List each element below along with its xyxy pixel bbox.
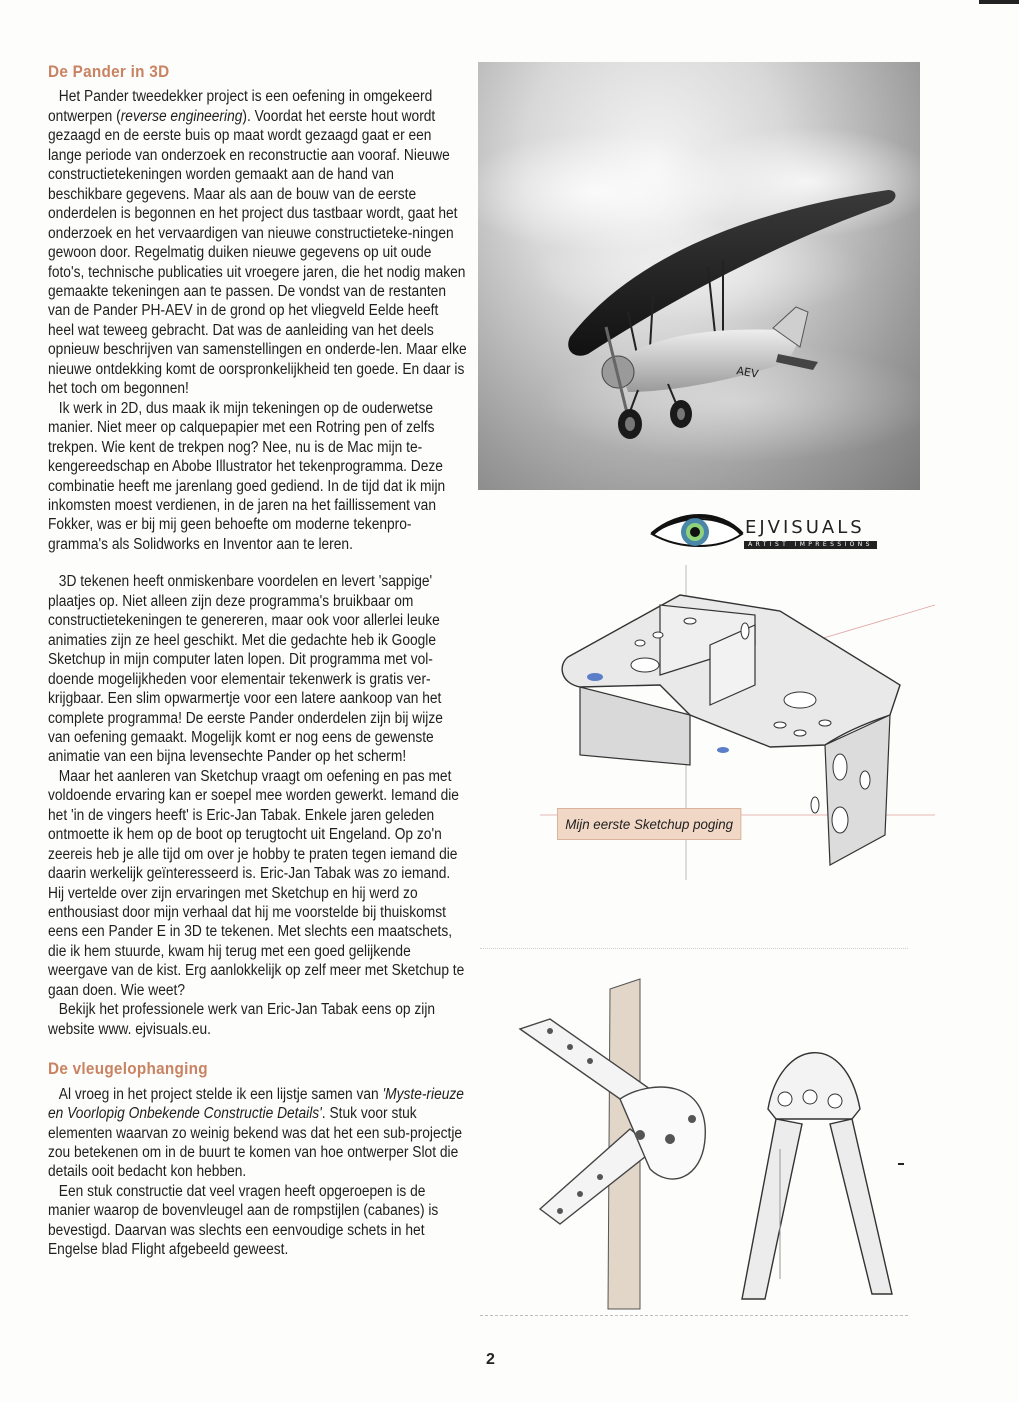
paragraph-6 [48,1085,467,1182]
paragraph-1-part-b: ). Voordat het eerste hout wordt gezaagd en de eerste buis op maat wordt gezaagd gaat er een lange periode van onderzoek en reconstructie aan vooraf. Nieuwe constructietekeningen worden gemaakt aan de hand van beschikbare gegevens. Maar als aan de bouw van de eerste onderdelen is begonnen en het project dus tastbaar wordt, gaat het onderzoek en het vervaardigen van nieuwe constructieteke-ningen gewoon door. Regelmatig duiken nieuwe gegevens op uit oude foto's, technische publicaties uit vroegere jaren, die het nodig maken gemaakte tekeningen aan te passen. De vondst van de restanten van de Pander PH-AEV in de grond op het vliegveld Eelde heeft heel wat teweeg gebracht. Dat was de aanleiding van het deels opnieuw beschrijven van samenstellingen en onderde-len. Maar elke nieuwe ontdekking komt de oorspronkelijkheid ten goede. En daar is het toch om begonnen! [48,107,467,398]
paragraph-7: Een stuk constructie dat veel vragen heeft opgeroepen is de manier waarop de bovenvleugel aan de rompstijlen (cabanes) is bevestigd. Daarvan was slechts een eenvoudige schets in het Engelse blad Flight afgebeeld geweest. [48,1182,439,1259]
paragraph-1-part-a: Het Pander tweedekker project is een oefening in omgekeerd ontwerpen ( [48,88,433,125]
registration-label: AEV [735,364,760,381]
paragraph-5: Bekijk het professionele werk van Eric-Jan Tabak eens op zijn website www. ejvisuals.eu. [48,1001,436,1038]
biplane-illustration [478,62,920,490]
ejvisuals-tagline: ARTIST IMPRESSIONS [744,541,877,549]
top-edge-line [979,0,1019,4]
article-column [48,60,467,1260]
paragraph-6-part-a: Al vroeg in het project stelde ik een lijstje samen van [58,1085,383,1103]
paragraph-1-emphasis: reverse engineering [120,107,243,125]
paragraph-6-part-b: . Stuk voor stuk elementen waarvan zo weinig bekend was dat het een sub-projectje zou betekenen om in de buurt te komen van hoe ontwerper Slot die details ooit bedacht kon hebben. [48,1105,463,1181]
section-heading-3d: De Pander in 3D [48,62,170,81]
ejvisuals-wordmark: EJVISUALS [745,517,865,538]
section-gap [48,1039,467,1057]
paragraph-gap [48,554,467,572]
pander-3d-render-image [478,62,920,490]
paragraph-3: 3D tekenen heeft onmiskenbare voordelen en levert 'sappige' plaatjes op. Niet alleen zijn deze programma's bruikbaar om constructietekeningen te genereren, maar ook voor allerlei leuke animaties zijn ze heel geschikt. Met die gedachte heb ik Google Sketchup in mijn computer laten lopen. Dit programma met vol-doende mogelijkheden voor elementair tekenwerk is gratis ver-krijgbaar. Een slim opwarmertje voor een latere aankoop van het complete programma! De eerste Pander onderdelen zijn bij wijze van oefening gemaakt. Mogelijk komt er nog eens de gewenste animatie van een bijna levensechte Pander op het scherm! [48,573,443,766]
page-number: 2 [486,1351,495,1368]
paragraph-4: Maar het aanleren van Sketchup vraagt om oefening en pas met voldoende ervaring kan er soepel mee worden gewerkt. Iemand die het 'in de vingers heeft' is Eric-Jan Tabak. Enkele jaren geleden ontmoette ik hem op de boot op terugtocht uit Engeland. Op zo'n zeereis heb je alle tijd om over je hobby te praten tegen iemand die daarin werkelijk geïnteresseerd is. Eric-Jan Tabak was zo iemand. Hij vertelde over zijn ervaringen met Sketchup en hij werd zo enthousiast door mijn verhaal dat hij me voorstelde bij thuiskomst eens een Pander E in 3D te tekenen. Met slechts een maatschets, die ik hem stuurde, kwam hij terug met een goed gelijkende weergave van de kist. Erg aanlokkelijk op zelf meer met Sketchup te gaan doen. Wie weet? [48,767,465,999]
wing-attachment-sketch [480,948,908,1316]
paragraph-1 [48,87,467,398]
paragraph-2: Ik werk in 2D, dus maak ik mijn tekeningen op de ouderwetse manier. Niet meer op calquepapier met een Rotring pen of zelfs trekpen. Wie kent de trekpen nog? Nee, nu is de Mac mijn te-kengereedschap en Abobe Illustrator het tekenprogramma. Deze combinatie heeft me jarenlang goed gediend. In de tijd dat ik mijn inkomsten moest verdienen, in de jaren na het faillissement van Fokker, was er bij mij geen behoefte om moderne tekenpro-gramma's als Solidworks en Inventor aan te leren. [48,399,446,553]
section-heading-vleugel: De vleugelophanging [48,1059,208,1079]
paragraph-6-emphasis: 'Myste-rieuze en Voorlopig Onbekende Constructie Details' [48,1085,464,1123]
sketchup-caption: Mijn eerste Sketchup poging [557,808,741,840]
